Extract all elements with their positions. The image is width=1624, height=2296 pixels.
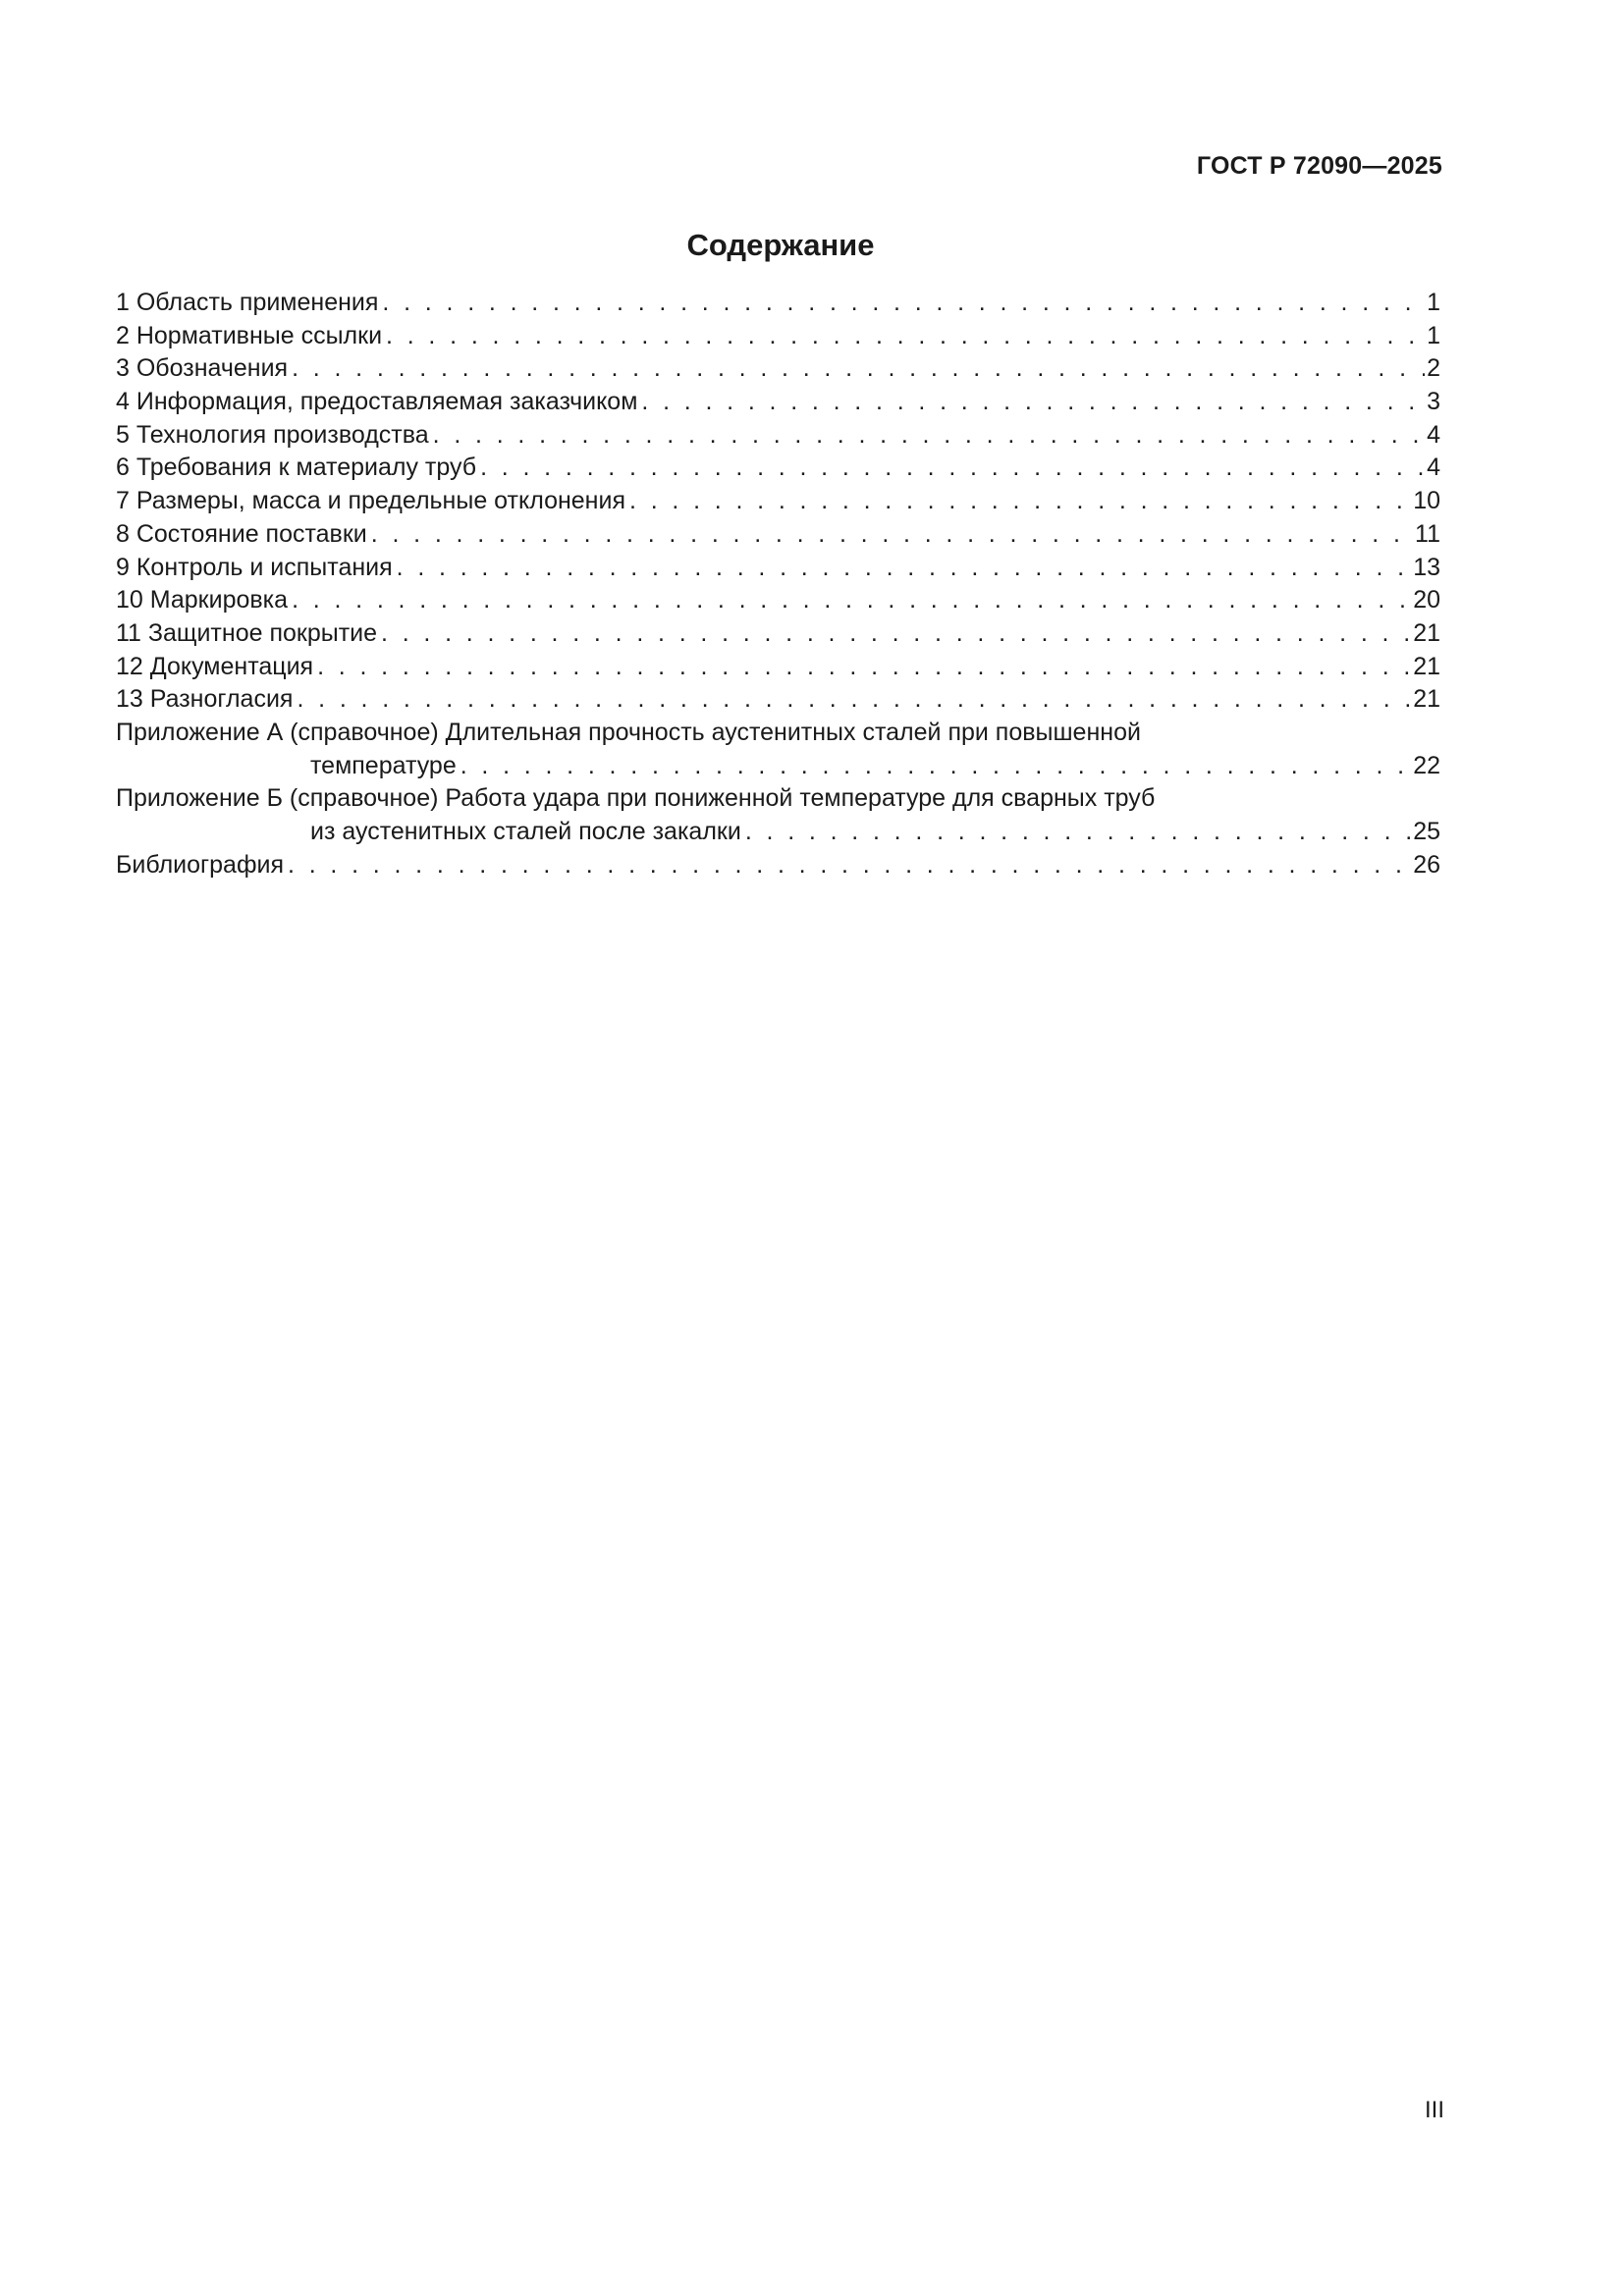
document-code: ГОСТ Р 72090—2025 — [1196, 152, 1442, 180]
dot-leader — [317, 651, 1411, 684]
toc-entry-page: 22 — [1413, 751, 1440, 779]
toc-entry-page: 2 — [1427, 354, 1440, 383]
toc-entry-page: 1 — [1427, 289, 1440, 316]
toc-entry-page: 4 — [1427, 454, 1440, 482]
dot-leader — [433, 419, 1425, 453]
dot-leader — [460, 750, 1411, 783]
toc-entry-title: Приложение А (справочное) Длительная прочность аустенитных сталей при повышенной — [116, 718, 1141, 746]
toc-entry-title: 6 Требования к материалу труб — [116, 454, 477, 482]
toc-entry-title: 8 Состояние поставки — [116, 519, 367, 548]
toc-entry-page: 10 — [1413, 487, 1440, 515]
table-of-contents — [116, 287, 1440, 881]
dot-leader — [382, 287, 1425, 320]
toc-entry-title: 9 Контроль и испытания — [116, 553, 393, 581]
toc-entry[interactable] — [116, 386, 1440, 419]
toc-entry[interactable] — [116, 485, 1440, 518]
toc-entry-title: 2 Нормативные ссылки — [116, 321, 383, 349]
toc-entry-page: 21 — [1413, 652, 1440, 680]
dot-leader — [288, 849, 1411, 882]
toc-entry-title: 7 Размеры, масса и предельные отклонения — [116, 487, 625, 515]
toc-entry-title-continuation: из аустенитных сталей после закалки — [310, 818, 741, 845]
dot-leader — [371, 518, 1413, 552]
toc-entry-title: Библиография — [116, 850, 285, 879]
dot-leader — [292, 584, 1411, 617]
toc-entry-page: 11 — [1415, 519, 1440, 548]
toc-entry[interactable] — [116, 352, 1440, 386]
toc-entry-page: 4 — [1427, 420, 1440, 449]
dot-leader — [297, 683, 1411, 717]
toc-entry[interactable] — [116, 518, 1440, 552]
toc-entry-title: 13 Разногласия — [116, 685, 294, 714]
toc-entry-page: 21 — [1413, 685, 1440, 714]
toc-entry-appendix-b-continuation[interactable] — [116, 816, 1440, 849]
toc-entry[interactable] — [116, 452, 1440, 485]
toc-entry[interactable] — [116, 651, 1440, 684]
toc-heading: Содержание — [686, 228, 875, 262]
toc-entry[interactable] — [116, 419, 1440, 453]
toc-entry-title: 12 Документация — [116, 652, 314, 680]
toc-entry[interactable] — [116, 683, 1440, 717]
dot-leader — [397, 552, 1412, 585]
toc-entry-page: 1 — [1427, 321, 1440, 349]
toc-entry-appendix-b[interactable] — [116, 782, 1440, 816]
dot-leader — [629, 485, 1411, 518]
toc-entry-title: 11 Защитное покрытие — [116, 618, 378, 647]
dot-leader — [641, 386, 1425, 419]
dot-leader — [381, 617, 1411, 651]
toc-entry-title: 3 Обозначения — [116, 354, 289, 383]
toc-entry-title: 4 Информация, предоставляемая заказчиком — [116, 388, 638, 416]
toc-entry[interactable] — [116, 849, 1440, 882]
page-number: III — [1424, 2097, 1444, 2123]
toc-entry-page: 3 — [1427, 388, 1440, 416]
dot-leader — [292, 352, 1425, 386]
toc-entry-page: 21 — [1413, 618, 1440, 647]
toc-entry-page: 20 — [1413, 586, 1440, 614]
toc-entry-page: 26 — [1413, 850, 1440, 879]
dot-leader — [745, 816, 1411, 849]
toc-entry-page: 25 — [1413, 818, 1440, 845]
toc-entry-appendix-a-continuation[interactable] — [116, 750, 1440, 783]
dot-leader — [386, 320, 1425, 353]
toc-entry[interactable] — [116, 287, 1440, 320]
toc-entry-page: 13 — [1413, 553, 1440, 581]
toc-entry-title: 1 Область применения — [116, 289, 379, 316]
toc-entry-title-continuation: температуре — [310, 751, 457, 779]
toc-entry[interactable] — [116, 617, 1440, 651]
toc-entry-appendix-a[interactable] — [116, 717, 1440, 750]
toc-entry[interactable] — [116, 584, 1440, 617]
toc-entry[interactable] — [116, 320, 1440, 353]
dot-leader — [480, 452, 1425, 485]
toc-entry-title: 10 Маркировка — [116, 586, 289, 614]
toc-entry-title: Приложение Б (справочное) Работа удара при пониженной температуре для сварных труб — [116, 784, 1156, 813]
toc-entry-title: 5 Технология производства — [116, 420, 429, 449]
toc-entry[interactable] — [116, 552, 1440, 585]
